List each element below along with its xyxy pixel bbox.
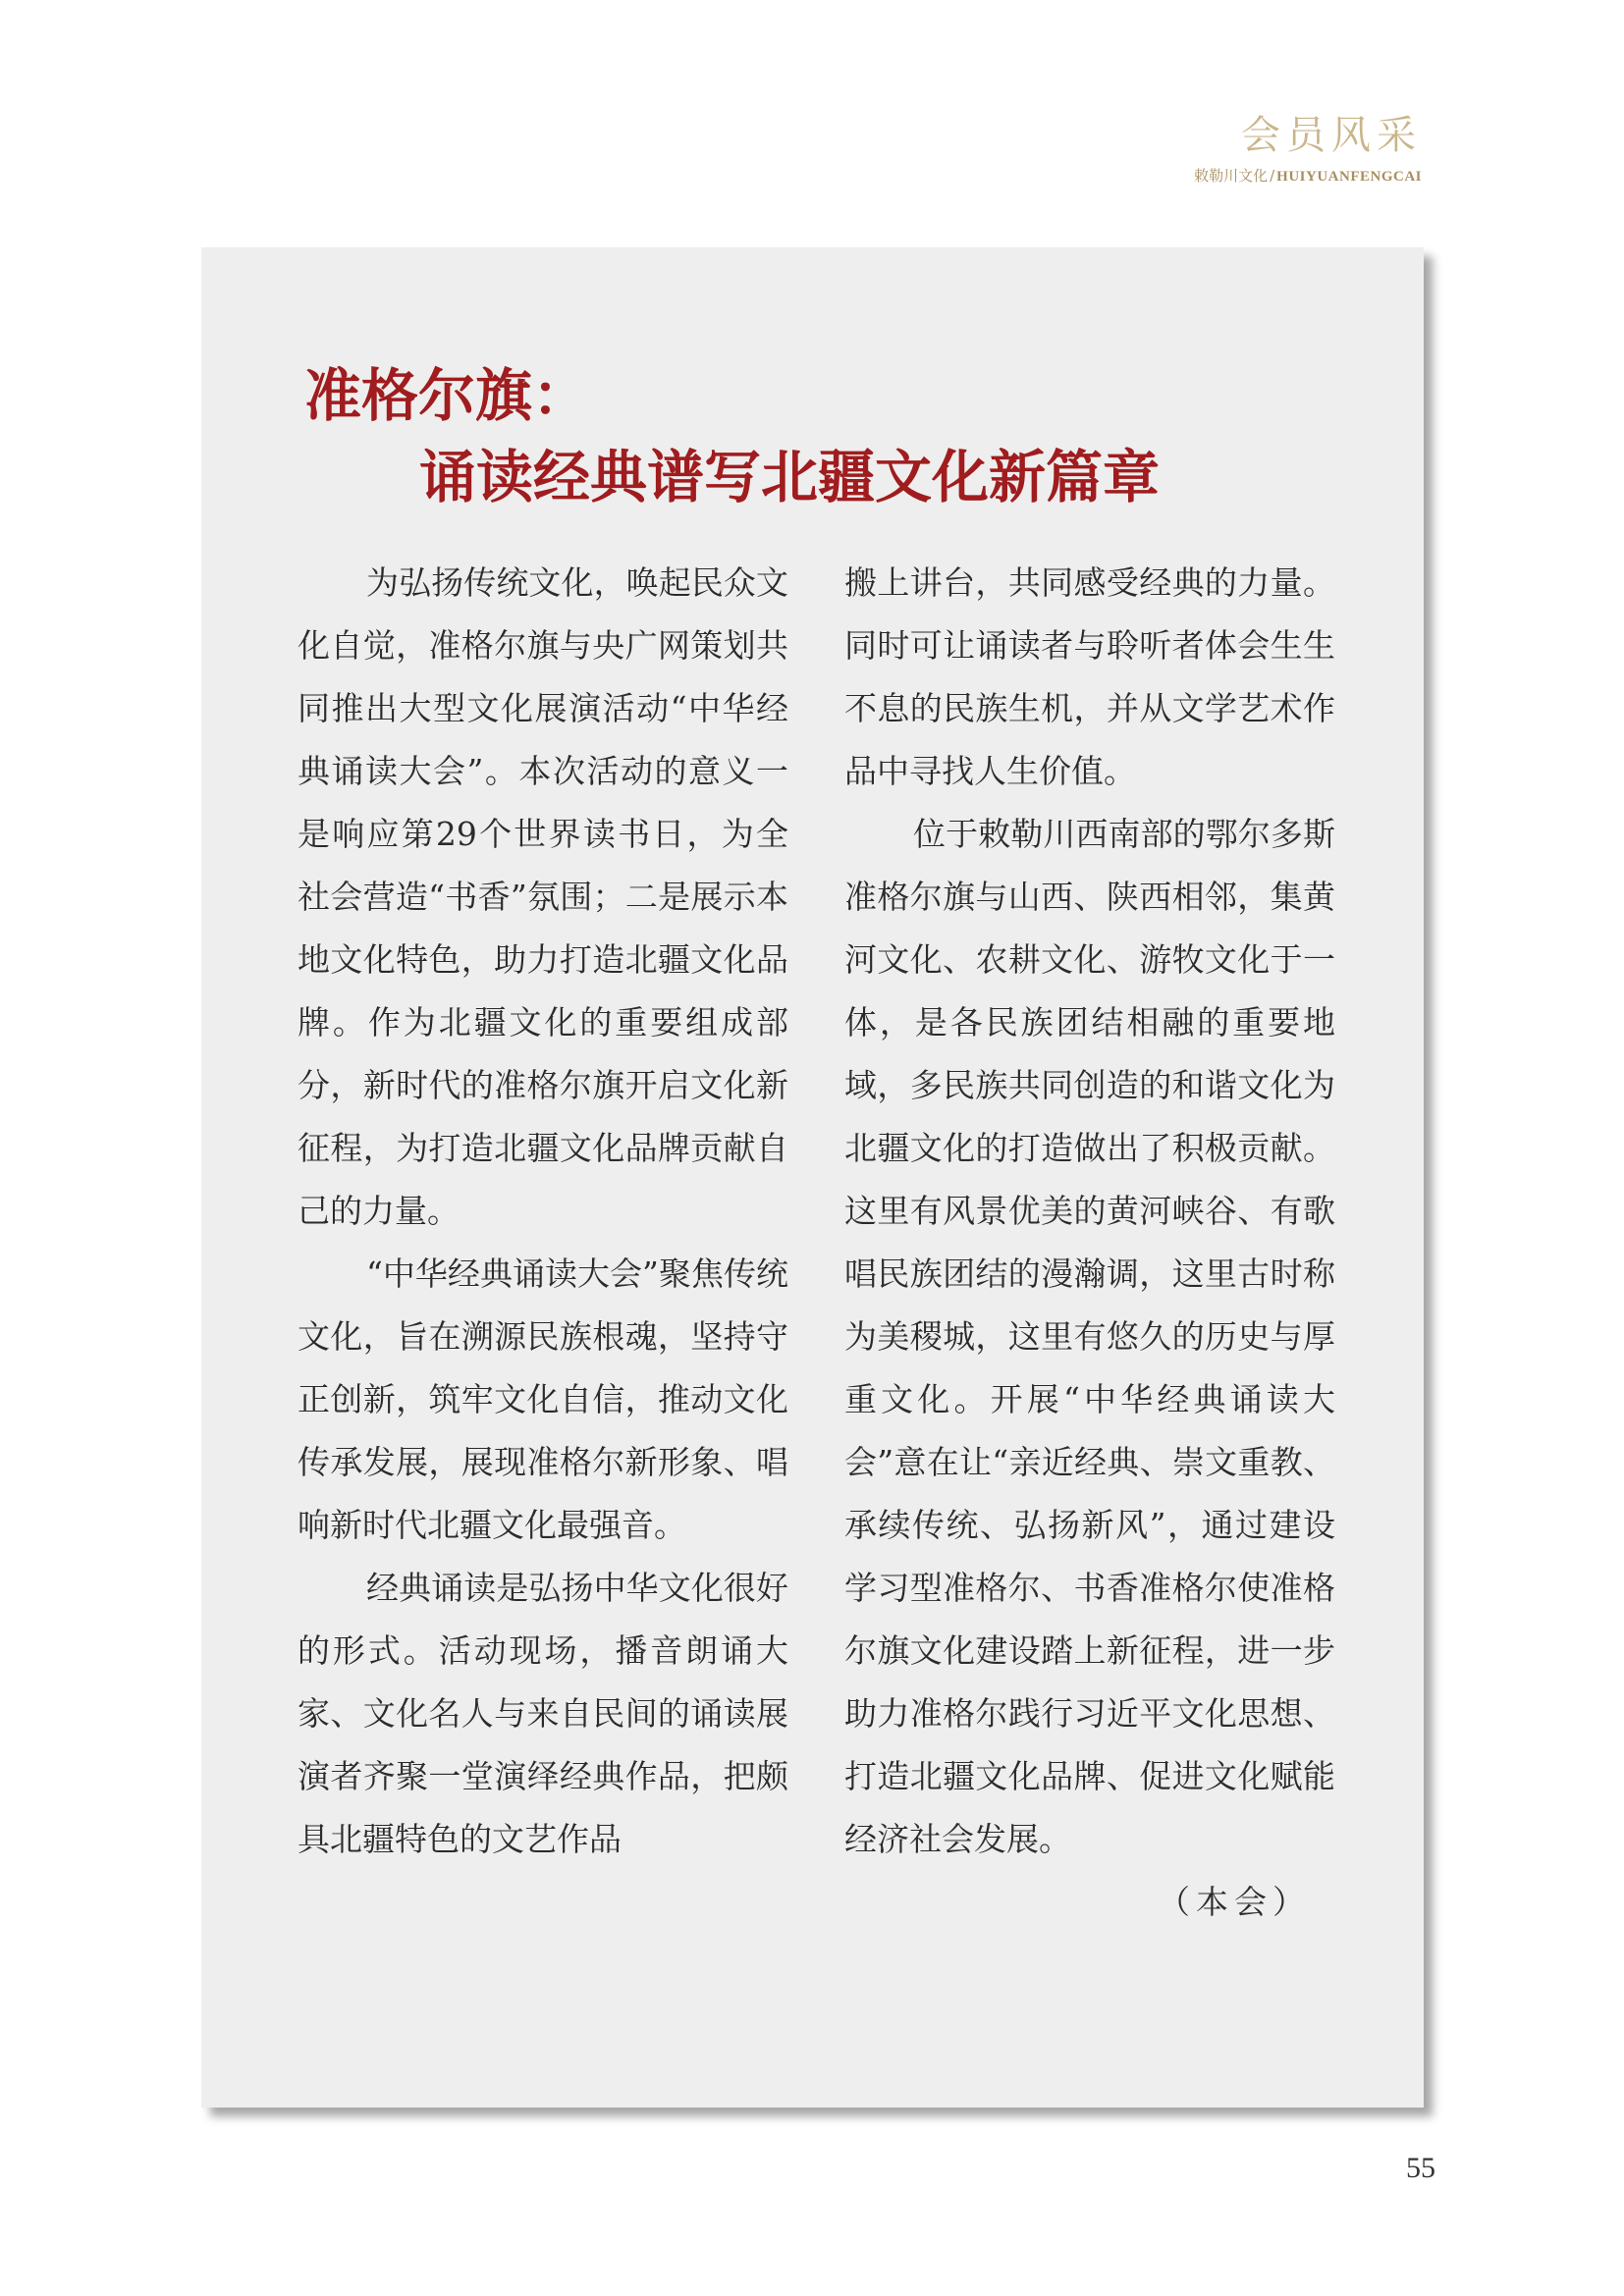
section-title: 会员风采: [1241, 113, 1422, 158]
paragraph: 为弘扬传统文化，唤起民众文化自觉，准格尔旗与央广网策划共同推出大型文化展演活动“中华经典诵读大会”。本次活动的意义一是响应第29个世界读书日，为全社会营造“书香”氛围；二是展示本地文化特色，助力打造北疆文化品牌。作为北疆文化的重要组成部分，新时代的准格尔旗开启文化新征程，为打造北疆文化品牌贡献自己的力量。: [298, 563, 788, 1230]
article-panel: [201, 247, 1424, 2108]
article-title-line2: 诵读经典谱写北疆文化新篇章: [419, 444, 1161, 510]
paragraph: 位于敕勒川西南部的鄂尔多斯准格尔旗与山西、陕西相邻，集黄河文化、农耕文化、游牧文化于一体，是各民族团结相融的重要地域，多民族共同创造的和谐文化为北疆文化的打造做出了积极贡献。这里有风景优美的黄河峡谷、有歌唱民族团结的漫瀚调，这里古时称为美稷城，这里有悠久的历史与厚重文化。开展“中华经典诵读大会”意在让“亲近经典、崇文重教、承续传统、弘扬新风”，通过建设学习型准格尔、书香准格尔使准格尔旗文化建设踏上新征程，进一步助力准格尔践行习近平文化思想、打造北疆文化品牌、促进文化赋能经济社会发展。: [844, 815, 1335, 1858]
section-header: [1194, 113, 1422, 185]
section-sub-en: HUIYUANFENGCAI: [1276, 169, 1422, 185]
section-sub-cn: 敕勒川文化: [1194, 167, 1269, 185]
paragraph: 搬上讲台，共同感受经典的力量。同时可让诵读者与聆听者体会生生不息的民族生机，并从文学艺术作品中寻找人生价值。: [844, 563, 1335, 790]
page-number: 55: [1406, 2152, 1435, 2184]
article-signature: （本会）: [1158, 1883, 1311, 1921]
article-title-line1: 准格尔旗：: [304, 362, 590, 429]
section-sub-slash: /: [1270, 167, 1275, 185]
article-column-left: [298, 552, 788, 1871]
article-column-right: [844, 552, 1335, 1934]
paragraph: “中华经典诵读大会”聚焦传统文化，旨在溯源民族根魂，坚持守正创新，筑牢文化自信，推动文化传承发展，展现准格尔新形象、唱响新时代北疆文化最强音。: [298, 1255, 788, 1544]
paragraph: 经典诵读是弘扬中华文化很好的形式。活动现场，播音朗诵大家、文化名人与来自民间的诵读展演者齐聚一堂演绎经典作品，把颇具北疆特色的文艺作品: [298, 1569, 788, 1858]
section-subtitle: [1194, 169, 1422, 185]
